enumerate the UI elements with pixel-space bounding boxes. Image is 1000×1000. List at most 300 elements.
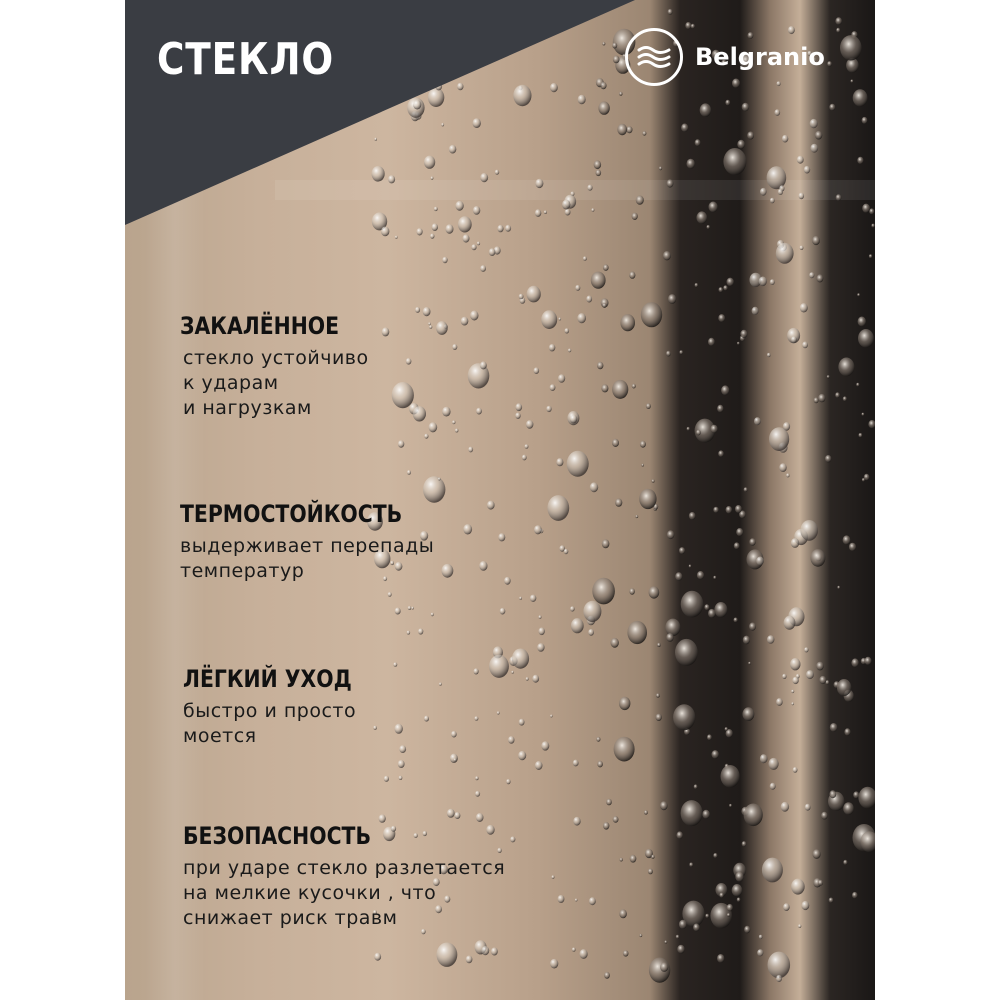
- water-drop: [541, 310, 557, 329]
- water-drop: [429, 422, 438, 432]
- water-drop: [564, 549, 569, 554]
- water-drop: [547, 495, 569, 521]
- water-drop: [455, 429, 458, 433]
- water-drop: [641, 302, 662, 327]
- water-drop: [757, 949, 763, 956]
- water-drop: [791, 336, 797, 343]
- water-drop: [534, 525, 542, 534]
- page-title: СТЕКЛО: [157, 34, 335, 85]
- water-drop: [791, 879, 805, 895]
- water-drop: [424, 434, 428, 439]
- water-drop: [719, 287, 723, 292]
- water-drop: [641, 464, 644, 467]
- water-drop: [454, 812, 460, 819]
- water-drop: [843, 535, 851, 544]
- water-drop: [471, 244, 476, 250]
- water-drop: [651, 855, 654, 859]
- water-drop: [620, 314, 635, 331]
- water-drop: [798, 924, 801, 928]
- water-drop: [856, 383, 859, 387]
- water-drop: [437, 943, 458, 967]
- water-drop: [588, 629, 594, 636]
- water-drop: [601, 384, 608, 392]
- water-drop: [429, 325, 432, 329]
- water-drop: [613, 816, 619, 823]
- water-drop: [395, 608, 401, 615]
- water-drop: [475, 791, 480, 797]
- water-drop: [816, 662, 824, 671]
- water-drop: [604, 972, 610, 979]
- water-drop: [497, 225, 503, 232]
- water-drop: [532, 675, 539, 683]
- water-drop: [814, 397, 819, 403]
- water-drop: [858, 787, 875, 809]
- water-drop: [500, 608, 506, 615]
- water-drop: [572, 948, 576, 952]
- water-drop: [718, 314, 725, 322]
- water-drop: [665, 619, 680, 637]
- water-drop: [454, 758, 457, 761]
- water-drop: [474, 668, 479, 674]
- water-drop: [819, 676, 826, 684]
- water-drop: [515, 413, 520, 419]
- water-drop: [853, 791, 859, 798]
- water-drop: [430, 234, 434, 239]
- water-drop: [388, 592, 392, 597]
- water-drop: [525, 444, 529, 449]
- water-drop: [837, 586, 840, 589]
- water-drop: [779, 463, 786, 472]
- water-drop: [768, 952, 791, 979]
- water-drop: [802, 342, 808, 349]
- water-drop: [830, 723, 838, 732]
- water-drop: [737, 342, 740, 345]
- water-drop: [535, 761, 543, 770]
- water-drop: [612, 380, 628, 399]
- water-drop: [450, 754, 458, 763]
- water-drop: [784, 616, 796, 630]
- title-banner: [125, 0, 875, 225]
- brand-logo: [625, 28, 825, 86]
- water-drop: [749, 538, 755, 545]
- water-drop: [586, 296, 592, 303]
- feature-description: стекло устойчиво к ударам и нагрузкам: [183, 347, 369, 419]
- feature-description: выдерживает перепады температур: [180, 535, 435, 582]
- water-drop: [480, 265, 486, 272]
- water-drop: [707, 225, 710, 229]
- water-drop: [835, 392, 840, 398]
- water-drop: [717, 405, 723, 413]
- water-drop: [812, 236, 820, 245]
- water-drop: [843, 396, 847, 401]
- water-drop: [769, 427, 789, 451]
- feature-description: при ударе стекло разлетается на мелкие кусочки , что снижает риск травм: [183, 857, 506, 929]
- water-drop: [558, 374, 565, 383]
- water-drop: [818, 880, 823, 886]
- feature-easy-care: [183, 665, 382, 749]
- water-drop: [649, 586, 660, 598]
- water-drop: [526, 420, 533, 429]
- water-drop: [442, 564, 454, 578]
- water-drop: [852, 892, 858, 899]
- water-drop: [726, 506, 732, 514]
- water-drop: [754, 417, 761, 425]
- water-drop: [851, 658, 858, 667]
- water-drop: [510, 836, 515, 842]
- water-drop: [708, 609, 716, 618]
- water-drop: [423, 307, 431, 316]
- water-drop: [546, 406, 551, 412]
- water-drop: [447, 809, 455, 818]
- water-drop: [615, 498, 622, 506]
- water-drop: [810, 549, 825, 567]
- water-drop: [859, 433, 863, 437]
- water-drop: [583, 256, 587, 260]
- water-drop: [384, 776, 389, 782]
- water-drop: [660, 962, 668, 972]
- water-drop: [411, 607, 414, 610]
- water-drop: [694, 784, 698, 789]
- water-drop: [704, 604, 709, 610]
- water-drop: [843, 860, 847, 865]
- water-drop: [439, 683, 442, 686]
- water-drop: [806, 670, 814, 679]
- water-drop: [537, 643, 544, 652]
- water-drop: [395, 724, 403, 734]
- water-drop: [382, 327, 390, 336]
- water-drop: [723, 285, 727, 290]
- water-drop: [727, 904, 733, 911]
- water-drop: [791, 538, 799, 548]
- water-drop: [792, 677, 798, 684]
- water-drop: [424, 716, 429, 722]
- water-drop: [865, 657, 872, 665]
- water-drop: [800, 303, 808, 312]
- water-drop: [786, 473, 789, 477]
- water-drop: [539, 615, 542, 619]
- water-drop: [512, 649, 529, 669]
- water-drop: [657, 643, 661, 647]
- water-drop: [802, 901, 810, 910]
- water-drop: [648, 869, 653, 875]
- water-drop: [727, 278, 734, 287]
- water-drop: [463, 524, 472, 534]
- water-drop: [530, 595, 536, 602]
- water-drop: [829, 898, 834, 903]
- water-drop: [407, 470, 411, 475]
- water-drop: [744, 487, 748, 492]
- water-drop: [418, 628, 423, 634]
- water-drop: [474, 716, 478, 721]
- feature-tempered: [180, 312, 369, 421]
- water-drop: [744, 926, 750, 933]
- water-drop: [681, 800, 703, 826]
- water-drop: [597, 761, 603, 768]
- water-drop: [423, 476, 445, 502]
- water-drop: [481, 946, 489, 955]
- water-drop: [646, 403, 651, 409]
- water-drop: [679, 350, 683, 354]
- water-drop: [479, 561, 487, 571]
- water-drop: [656, 714, 662, 721]
- water-drop: [640, 441, 646, 448]
- water-drop: [620, 858, 623, 862]
- water-drop: [508, 736, 514, 744]
- water-drop: [639, 489, 656, 509]
- water-drop: [629, 271, 635, 278]
- water-drop: [393, 662, 397, 666]
- water-drop: [629, 588, 635, 595]
- water-drop: [727, 913, 730, 917]
- water-drop: [392, 382, 414, 408]
- water-drop: [770, 783, 776, 790]
- water-drop: [407, 631, 410, 635]
- water-drop: [695, 283, 698, 287]
- water-drop: [417, 228, 423, 235]
- water-drop: [829, 790, 836, 798]
- water-drop: [539, 628, 545, 636]
- water-drop: [580, 949, 588, 959]
- water-drop: [858, 329, 874, 348]
- water-drop: [737, 898, 741, 902]
- water-drop: [399, 776, 403, 780]
- feature-safety: [183, 822, 505, 931]
- water-drop: [719, 893, 723, 898]
- water-drop: [442, 257, 447, 263]
- water-drop: [679, 547, 685, 554]
- water-drop: [760, 754, 768, 763]
- water-drop: [541, 741, 549, 750]
- water-drop: [623, 950, 629, 956]
- water-drop: [470, 311, 478, 321]
- water-drop: [606, 799, 612, 806]
- water-drop: [782, 674, 786, 679]
- water-drop: [428, 322, 431, 325]
- water-drop: [630, 855, 637, 863]
- water-drop: [838, 358, 854, 377]
- water-drop: [743, 707, 755, 721]
- water-drop: [632, 384, 636, 389]
- water-drop: [635, 515, 638, 518]
- water-drop: [489, 248, 496, 256]
- water-drop: [862, 413, 865, 416]
- water-drop: [381, 227, 389, 237]
- water-drop: [619, 697, 630, 710]
- water-drop: [570, 415, 577, 424]
- water-drop: [693, 924, 700, 932]
- water-drop: [664, 940, 667, 943]
- water-drop: [673, 704, 695, 730]
- water-drop: [438, 478, 441, 481]
- water-drop: [431, 613, 434, 617]
- water-drop: [714, 602, 727, 617]
- water-drop: [718, 450, 724, 457]
- water-drop: [451, 731, 457, 738]
- water-drop: [696, 430, 701, 436]
- water-drop: [687, 427, 690, 431]
- water-drop: [639, 934, 642, 937]
- water-drop: [721, 385, 729, 395]
- water-drop: [677, 945, 684, 954]
- water-drop: [729, 804, 732, 807]
- waves-icon: [625, 28, 683, 86]
- water-drop: [681, 591, 704, 618]
- water-drop: [644, 810, 648, 814]
- water-drop: [791, 690, 794, 693]
- water-drop: [571, 618, 584, 633]
- water-drop: [791, 702, 794, 705]
- water-drop: [800, 520, 818, 541]
- water-drop: [589, 897, 596, 905]
- water-drop: [452, 344, 457, 350]
- water-drop: [466, 956, 473, 964]
- water-drop: [611, 638, 619, 648]
- water-drop: [583, 601, 601, 622]
- water-drop: [408, 606, 411, 610]
- water-drop: [518, 751, 526, 760]
- water-drop: [573, 817, 580, 826]
- water-drop: [413, 406, 426, 421]
- water-drop: [567, 451, 589, 477]
- water-drop: [446, 224, 454, 233]
- water-drop: [666, 633, 673, 642]
- water-drop: [395, 236, 398, 239]
- water-drop: [573, 760, 579, 767]
- water-drop: [592, 578, 615, 605]
- water-drop: [461, 317, 469, 326]
- brand-name: Belgranio: [695, 43, 825, 71]
- water-drop: [534, 367, 540, 374]
- water-drop: [602, 303, 606, 308]
- water-drop: [463, 234, 470, 242]
- water-drop: [619, 909, 627, 918]
- water-drop: [776, 975, 782, 982]
- water-drop: [675, 572, 682, 580]
- water-drop: [549, 344, 555, 351]
- water-drop: [399, 745, 406, 753]
- water-drop: [442, 407, 450, 417]
- water-drop: [713, 576, 716, 579]
- water-drop: [612, 439, 619, 447]
- water-drop: [516, 403, 523, 411]
- water-drop: [476, 408, 482, 415]
- water-drop: [590, 482, 598, 492]
- water-drop: [748, 662, 751, 665]
- water-drop: [767, 353, 771, 357]
- water-drop: [734, 542, 740, 549]
- water-drop: [735, 505, 742, 513]
- water-drop: [868, 420, 875, 428]
- water-drop: [526, 677, 529, 681]
- water-drop: [857, 293, 860, 296]
- feature-title: ЗАКАЛЁННОЕ: [180, 312, 340, 340]
- water-drop: [825, 455, 831, 462]
- water-drop: [552, 875, 555, 879]
- water-drop: [550, 715, 553, 718]
- water-drop: [550, 384, 556, 391]
- water-drop: [770, 279, 775, 285]
- water-drop: [556, 458, 563, 466]
- water-drop: [783, 903, 790, 911]
- water-drop: [480, 361, 487, 369]
- water-drop: [721, 765, 740, 788]
- water-drop: [740, 330, 747, 338]
- water-drop: [519, 597, 522, 600]
- water-drop: [519, 719, 525, 726]
- water-drop: [527, 286, 541, 303]
- water-drop: [398, 760, 405, 768]
- water-drop: [489, 655, 509, 678]
- water-drop: [707, 734, 712, 740]
- water-drop: [406, 358, 412, 365]
- water-drop: [577, 313, 586, 323]
- water-drop: [487, 501, 495, 510]
- water-drop: [603, 264, 609, 271]
- water-drop: [504, 577, 511, 585]
- water-drop: [491, 948, 498, 956]
- water-drop: [575, 285, 580, 291]
- water-drop: [713, 507, 718, 513]
- water-drop: [869, 254, 872, 258]
- water-drop: [717, 954, 724, 963]
- water-drop: [627, 621, 647, 644]
- water-drop: [398, 440, 404, 447]
- water-drop: [689, 863, 693, 867]
- water-drop: [591, 272, 606, 289]
- feature-title: ЛЁГКИЙ УХОД: [183, 665, 352, 693]
- feature-heat-resistance: [180, 500, 441, 584]
- water-drop: [759, 935, 763, 939]
- water-drop: [813, 849, 821, 859]
- water-drop: [656, 693, 660, 697]
- water-drop: [522, 455, 527, 461]
- water-drop: [676, 935, 679, 939]
- water-drop: [837, 679, 851, 696]
- water-drop: [705, 914, 709, 918]
- water-drop: [712, 750, 719, 759]
- water-drop: [468, 447, 473, 453]
- water-drop: [767, 635, 774, 644]
- water-drop: [663, 251, 671, 260]
- water-drop: [827, 375, 830, 378]
- water-drop: [776, 698, 783, 706]
- water-drop: [614, 737, 635, 762]
- water-drop: [752, 307, 759, 315]
- water-drop: [519, 294, 524, 300]
- water-drop: [597, 362, 603, 370]
- water-drop: [505, 225, 511, 232]
- water-drop: [452, 420, 455, 424]
- feature-title: ТЕРМОСТОЙКОСТЬ: [180, 500, 403, 528]
- water-drop: [744, 804, 763, 827]
- water-drop: [804, 647, 808, 652]
- water-drop: [800, 246, 804, 250]
- water-drop: [559, 318, 562, 321]
- water-drop: [769, 758, 779, 770]
- water-drop: [844, 728, 850, 735]
- feature-title: БЕЗОПАСНОСТЬ: [183, 822, 372, 850]
- water-drop: [862, 478, 865, 482]
- water-drop: [476, 813, 484, 822]
- water-drop: [602, 539, 610, 548]
- water-drop: [711, 425, 718, 433]
- water-drop: [858, 317, 866, 327]
- water-drop: [436, 321, 448, 335]
- water-drop: [713, 853, 717, 858]
- water-drop: [805, 804, 811, 811]
- water-drop: [762, 858, 783, 883]
- water-drop: [742, 841, 747, 847]
